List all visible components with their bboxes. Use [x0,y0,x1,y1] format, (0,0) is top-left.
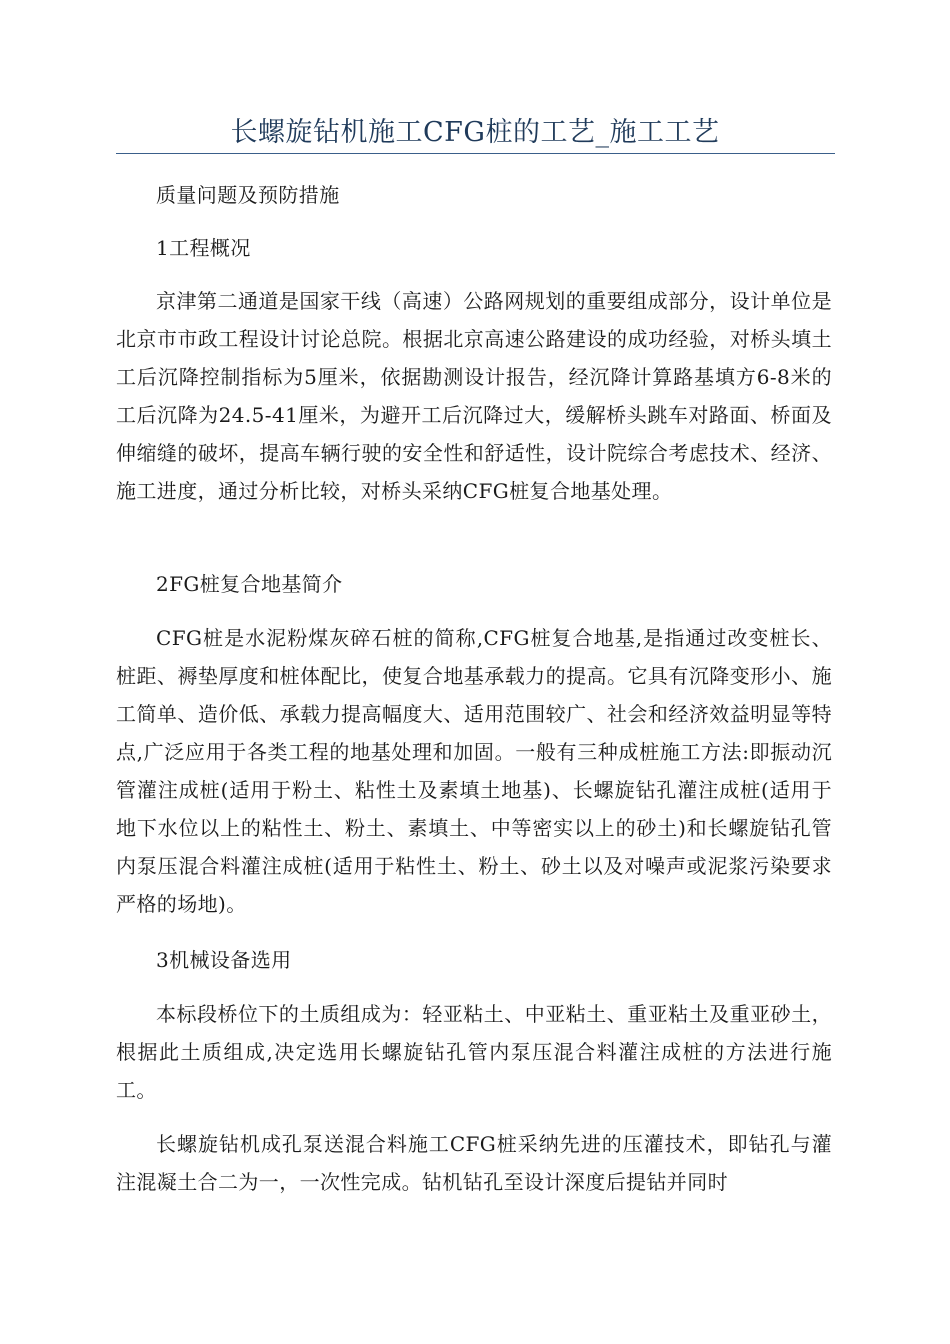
document-title: 长螺旋钻机施工CFG桩的工艺_施工工艺 [230,117,720,148]
paragraph-soil [116,995,832,1109]
heading-text: 2FG桩复合地基简介 [156,572,343,596]
section-heading-overview [116,229,832,267]
title-underline [116,153,835,154]
section-heading-equipment [116,941,832,979]
paragraph-cfg-intro [116,619,832,923]
paragraph-overview [116,282,832,510]
paragraph-text: 长螺旋钻机成孔泵送混合料施工CFG桩采纳先进的压灌技术，即钻孔与灌注混凝土合二为一，一次性完成。钻机钻孔至设计深度后提钻并同时 [116,1132,832,1194]
paragraph-text: CFG桩是水泥粉煤灰碎石桩的简称,CFG桩复合地基,是指通过改变桩长、桩距、褥垫厚度和桩体配比，使复合地基承载力的提高。它具有沉降变形小、施工简单、造价低、承载力提高幅度大、适用范围较广、社会和经济效益明显等特点,广泛应用于各类工程的地基处理和加固。一般有三种成桩施工方法:即振动沉管灌注成桩(适用于粉土、粘性土及素填土地基)、长螺旋钻孔灌注成桩(适用于地下水位以上的粘性土、粉土、素填土、中等密实以上的砂土)和长螺旋钻孔管内泵压混合料灌注成桩(适用于粘性土、粉土、砂土以及对噪声或泥浆污染要求严格的场地)。 [116,626,832,916]
section-heading-quality [116,176,832,214]
heading-text: 1工程概况 [156,236,251,260]
heading-text: 3机械设备选用 [156,948,292,972]
heading-text: 质量问题及预防措施 [156,183,340,207]
paragraph-text: 京津第二通道是国家干线（高速）公路网规划的重要组成部分，设计单位是北京市市政工程设计讨论总院。根据北京高速公路建设的成功经验，对桥头填土工后沉降控制指标为5厘米，依据勘测设计报告，经沉降计算路基填方6-8米的工后沉降为24.5-41厘米，为避开工后沉降过大，缓解桥头跳车对路面、桥面及伸缩缝的破坏，提高车辆行驶的安全性和舒适性，设计院综合考虑技术、经济、施工进度，通过分析比较，对桥头采纳CFG桩复合地基处理。 [116,289,832,503]
paragraph-text: 本标段桥位下的土质组成为：轻亚粘土、中亚粘土、重亚粘土及重亚砂土，根据此土质组成,决定选用长螺旋钻孔管内泵压混合料灌注成桩的方法进行施工。 [116,1002,832,1102]
section-heading-cfg-intro [116,565,832,603]
paragraph-drilling [116,1125,832,1201]
